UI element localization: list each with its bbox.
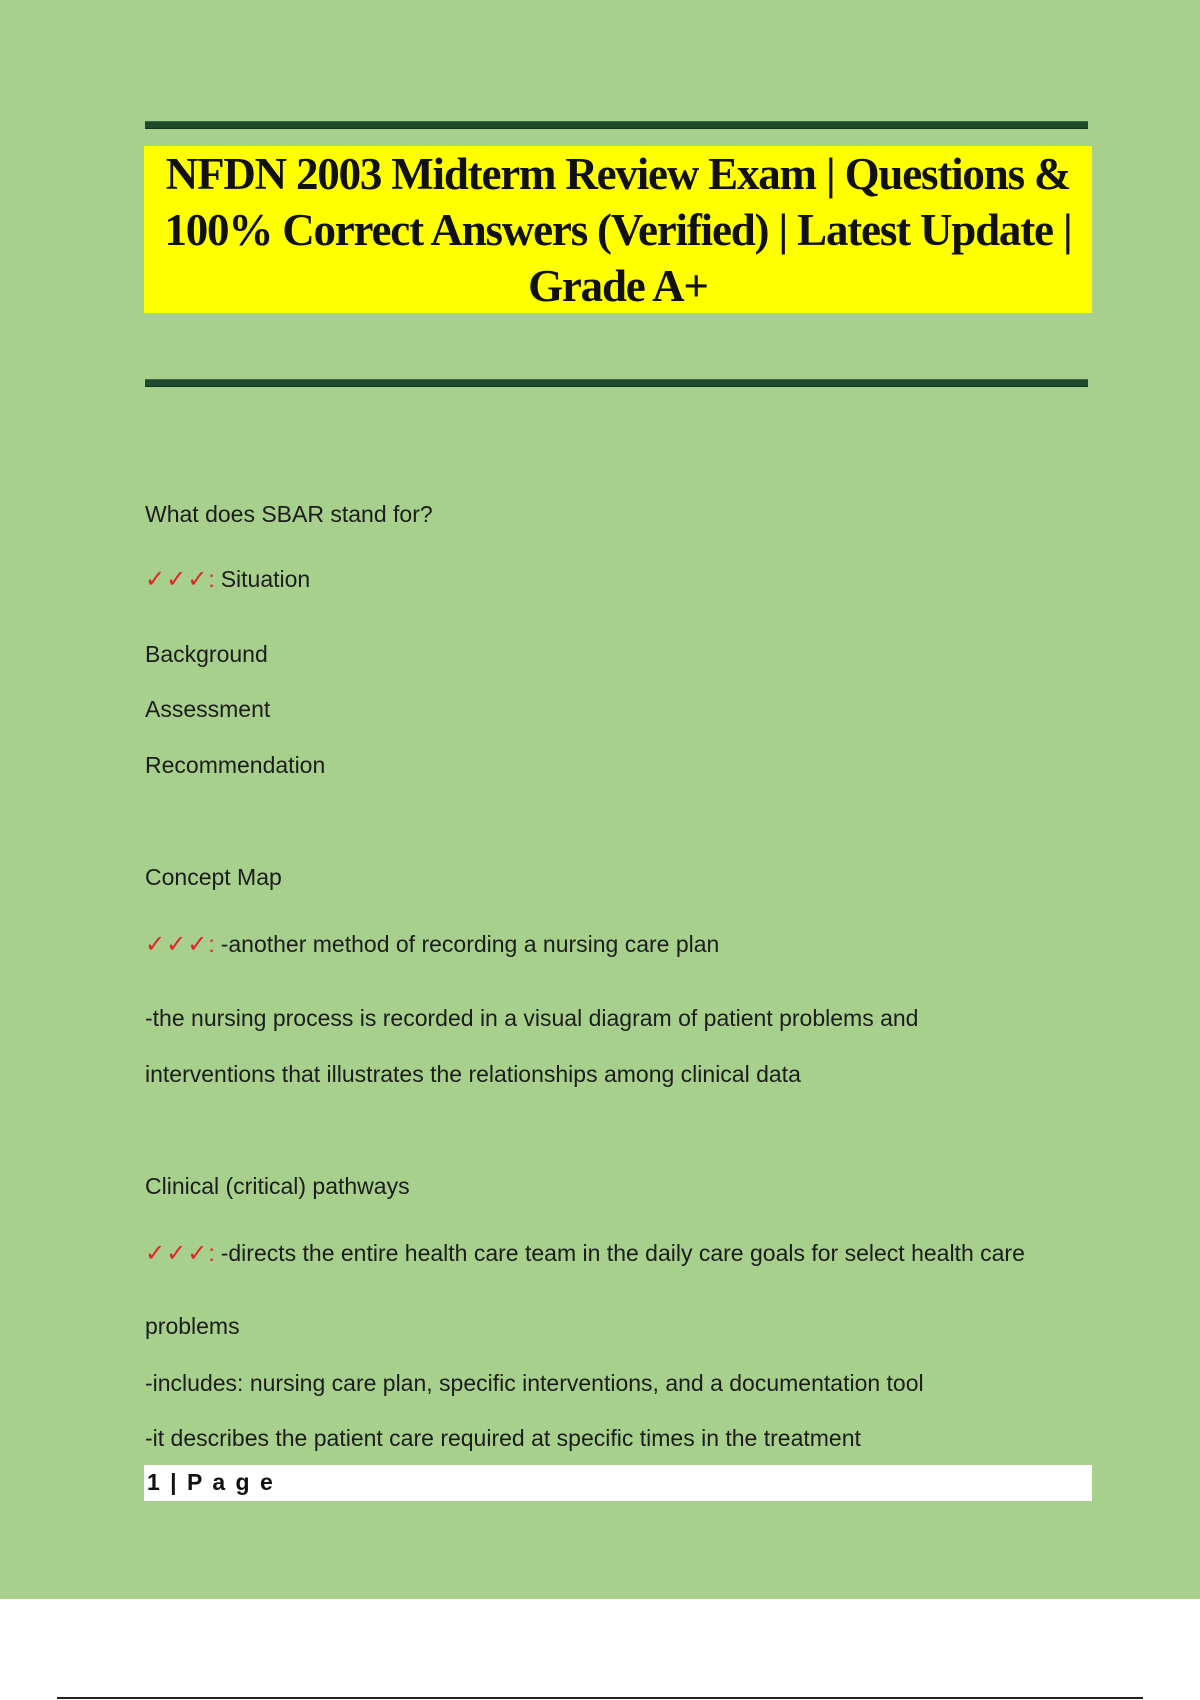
question-concept-map: Concept Map xyxy=(145,864,282,890)
answer-continuation: interventions that illustrates the relationships among clinical data xyxy=(145,1061,801,1087)
answer-colon: : xyxy=(208,931,215,957)
answer-line xyxy=(145,564,310,594)
answer-continuation: Assessment xyxy=(145,696,271,722)
top-divider xyxy=(145,121,1088,129)
page-number: 1 | P a g e xyxy=(147,1469,275,1495)
answer-continuation: problems xyxy=(145,1313,240,1339)
check-marks-icon: ✓✓✓ xyxy=(145,1239,209,1267)
page-footer xyxy=(144,1465,1092,1501)
question-clinical-pathways: Clinical (critical) pathways xyxy=(145,1173,410,1199)
answer-text: Situation xyxy=(220,566,311,592)
check-marks-icon: ✓✓✓ xyxy=(145,565,209,593)
check-marks-icon: ✓✓✓ xyxy=(145,930,209,958)
answer-colon: : xyxy=(208,1240,215,1266)
answer-line xyxy=(145,1238,1025,1268)
question-sbar: What does SBAR stand for? xyxy=(145,501,433,527)
bottom-divider xyxy=(145,379,1088,387)
answer-continuation: -it describes the patient care required at specific times in the treatment xyxy=(145,1425,861,1451)
separator-line xyxy=(57,1697,1143,1699)
answer-continuation: -the nursing process is recorded in a visual diagram of patient problems and xyxy=(145,1005,919,1031)
answer-text: -another method of recording a nursing care plan xyxy=(220,931,720,957)
answer-continuation: Background xyxy=(145,641,268,667)
answer-continuation: Recommendation xyxy=(145,752,326,778)
answer-line xyxy=(145,929,719,959)
answer-colon: : xyxy=(208,566,215,592)
answer-text: -directs the entire health care team in the daily care goals for select health care xyxy=(220,1240,1025,1266)
answer-continuation: -includes: nursing care plan, specific interventions, and a documentation tool xyxy=(145,1370,924,1396)
title-highlight xyxy=(144,146,1092,313)
document-title: NFDN 2003 Midterm Review Exam | Questions & 100% Correct Answers (Verified) | Latest Update | Grade A+ xyxy=(164,148,1072,311)
